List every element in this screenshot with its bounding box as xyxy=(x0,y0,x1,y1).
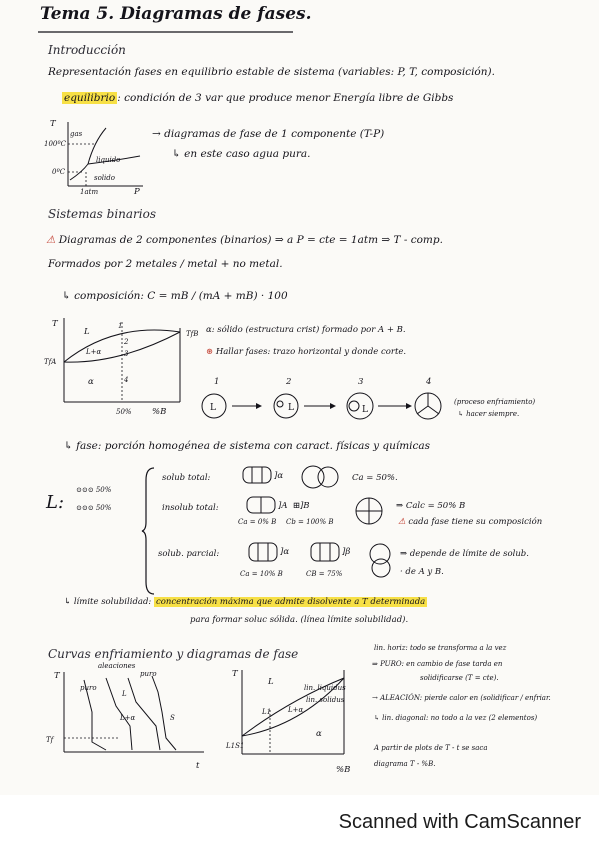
equilibrio-rest: : condición de 3 var que produce menor Energía libre de Gibbs xyxy=(117,92,454,104)
note-5: A partir de plots de T - t se saca xyxy=(374,744,488,752)
note-1-value: PURO: en cambio de fase tarda en xyxy=(380,660,503,668)
proceso-sub-value: hacer siempre. xyxy=(466,410,520,418)
insolub-total-grains-icon xyxy=(246,496,276,514)
note-4-value: lin. diagonal: no todo a la vez (2 elementos) xyxy=(382,714,538,722)
solub-parcial-alpha: ]α xyxy=(280,547,290,557)
insolub-total-brackets: ]A ⊞]B xyxy=(278,501,310,511)
ca-50: Ca = 50%. xyxy=(352,473,398,483)
binarios-heading: Sistemas binarios xyxy=(48,207,157,221)
fig2-TfB: TfB xyxy=(186,330,199,338)
ca10: Ca = 10% B xyxy=(240,570,283,578)
fig4-La: L+α xyxy=(288,706,304,714)
fig3-La: L+α xyxy=(120,714,136,722)
note-1: ⇒ PURO: en cambio de fase tarda en xyxy=(372,660,503,668)
note-3: → ALEACIÓN: pierde calor en (solidificar / enfriar. xyxy=(372,694,551,702)
fig1-t100: 100ºC xyxy=(44,140,67,148)
cada-fase-value: cada fase tiene su composición xyxy=(408,517,543,527)
title-underline xyxy=(38,30,298,34)
svg-text:L: L xyxy=(288,403,294,413)
cb75: CB = 75% xyxy=(306,570,343,578)
fig4-LS: L1S1 xyxy=(226,742,245,750)
warning-icon-2: ⚠ xyxy=(398,517,406,527)
alpha-definition: α: sólido (estructura crist) formado por A + B. xyxy=(206,325,406,335)
proceso-sub: ↳ hacer siempre. xyxy=(458,410,520,418)
fig3-puro1: puro xyxy=(80,684,97,692)
diagrama-text: → diagramas de fase de 1 componente (T-P) xyxy=(152,128,385,140)
depende: ⇒ depende de límite de solub. xyxy=(400,549,529,559)
fig2-p2: 2 xyxy=(124,338,129,346)
note-icon: ⊛ xyxy=(206,347,214,357)
fig4-L1: L1 xyxy=(262,708,272,716)
step-2-label: 2 xyxy=(286,377,292,387)
fig3-T: T xyxy=(54,671,60,681)
fig1-P: P xyxy=(134,187,140,197)
binarios-line1 xyxy=(46,234,443,247)
solub-total-grains-icon xyxy=(242,466,272,484)
fig1-T: T xyxy=(50,119,56,129)
limite-line: ↳ límite solubilidad: concentración máxima que admite disolvente a T determinada xyxy=(64,597,426,607)
fig3-puro2: puro xyxy=(140,670,157,678)
intro-heading: Introducción xyxy=(48,43,126,57)
fig1-gas: gas xyxy=(70,130,83,138)
scanner-watermark: Scanned with CamScanner xyxy=(338,811,581,833)
warning-icon: ⚠ xyxy=(46,234,56,246)
limite-definition: concentración máxima que admite disolvente a T determinada xyxy=(155,597,426,607)
fig2-alpha: α xyxy=(88,377,94,387)
ca0: Ca = 0% B xyxy=(238,518,277,526)
fig2-xb: %B xyxy=(152,407,167,417)
svg-text:L: L xyxy=(362,405,368,415)
fig1-liquido: liquido xyxy=(96,156,121,164)
fig2-p1: 1 xyxy=(118,322,123,330)
fig1-solido: solido xyxy=(94,174,115,182)
fig3-L: L xyxy=(122,690,127,698)
fig1-t0: 0ºC xyxy=(52,168,66,176)
fig2-p4: 4 xyxy=(124,376,129,384)
fig2-p3: 3 xyxy=(124,350,129,358)
intro-line: Representación fases en equilibrio estable de sistema (variables: P, T, composición). xyxy=(48,66,495,78)
fase-definition: ↳ fase: porción homogénea de sistema con caract. físicas y químicas xyxy=(64,440,431,452)
composicion-label: composición: xyxy=(74,290,144,302)
diagrama-sub: ↳ en este caso agua pura. xyxy=(172,148,311,160)
note-6: diagrama T - %B. xyxy=(374,760,436,768)
hallar-fases-value: Hallar fases: trazo horizontal y donde corte. xyxy=(215,347,407,357)
fig3-S: S xyxy=(170,714,175,722)
solub-parcial-grains-a-icon xyxy=(248,542,278,562)
solub-total-label: solub total: xyxy=(162,473,211,483)
composicion-line: ↳ composición: C = mB / (mA + mB) · 100 xyxy=(62,290,288,302)
diagrama-text-value: diagramas de fase de 1 componente (T-P) xyxy=(164,128,385,140)
solub-total-alpha: ]α xyxy=(274,471,284,481)
fig2-x: 50% xyxy=(116,408,132,416)
fig4-alpha: α xyxy=(316,729,322,739)
note-4: ↳ lin. diagonal: no todo a la vez (2 elementos) xyxy=(374,714,538,722)
proceso-label: (proceso enfriamiento) xyxy=(454,398,536,406)
curvas-heading: Curvas enfriamiento y diagramas de fase xyxy=(48,647,299,661)
diagrama-sub-value: en este caso agua pura. xyxy=(184,148,311,160)
fig4-T: T xyxy=(232,669,238,679)
L-mix-1-value: 50% xyxy=(95,486,112,494)
fig2-T: T xyxy=(52,319,58,329)
fig4-L: L xyxy=(268,677,274,687)
L-mix-2-value: 50% xyxy=(95,504,112,512)
hallar-fases xyxy=(206,346,406,359)
note-2: solidificarse (T = cte). xyxy=(420,674,499,682)
cada-fase xyxy=(398,516,542,529)
fig1-atm: 1atm xyxy=(80,188,99,196)
solub-total-circles-icon xyxy=(300,464,340,490)
L-label: L: xyxy=(46,492,65,513)
de-ab-value: de A y B. xyxy=(405,567,444,577)
solub-parcial-grains-b-icon xyxy=(310,542,340,562)
L-mix-2: ⊙⊙⊙ 50% xyxy=(76,504,112,512)
svg-text:L: L xyxy=(210,403,216,413)
limite-def2: para formar soluc sólida. (línea límite solubilidad). xyxy=(190,615,409,625)
de-ab: · de A y B. xyxy=(400,567,444,577)
binary-phase-diagram xyxy=(64,318,184,408)
insolub-circle-icon xyxy=(354,496,384,526)
step-4-label: 4 xyxy=(426,377,432,387)
calc: ⇒ Calc = 50% B xyxy=(396,501,466,511)
fig3-t: t xyxy=(196,761,200,771)
solub-parcial-circle-icon xyxy=(366,540,396,580)
cb100: Cb = 100% B xyxy=(286,518,334,526)
fig2-TfA: TfA xyxy=(44,358,57,366)
fig4-xb: %B xyxy=(336,765,351,775)
binarios-line1-value: Diagramas de 2 componentes (binarios) ⇒ a P = cte = 1atm ⇒ T - comp. xyxy=(58,234,443,246)
page-title: Tema 5. Diagramas de fases. xyxy=(40,4,312,24)
equilibrio-line xyxy=(62,92,453,105)
fig3-aleaciones: aleaciones xyxy=(98,662,136,670)
fase-definition-value: fase: porción homogénea de sistema con caract. físicas y químicas xyxy=(76,440,431,452)
fig4-lin-solidus: lin. solidus xyxy=(306,696,345,704)
composicion-formula: C = mB / (mA + mB) · 100 xyxy=(147,290,288,302)
binarios-line2: Formados por 2 metales / metal + no metal. xyxy=(48,258,283,270)
fig2-La: L+α xyxy=(86,348,102,356)
brace xyxy=(142,466,156,596)
equilibrio-label: equilibrio xyxy=(64,92,116,104)
note-3-value: ALEACIÓN: pierde calor en (solidificar / enfriar. xyxy=(380,694,551,702)
L-mix-1: ⊙⊙⊙ 50% xyxy=(76,486,112,494)
scanner-footer xyxy=(0,795,599,848)
fig4-lin-liquidus: lin. liquidus xyxy=(304,684,346,692)
depende-value: depende de límite de solub. xyxy=(409,549,529,559)
limite-label: límite solubilidad: xyxy=(73,597,152,607)
fig2-L: L xyxy=(84,327,90,337)
step-1-label: 1 xyxy=(214,377,220,387)
solub-parcial-beta: ]β xyxy=(342,547,351,557)
solub-parcial-label: solub. parcial: xyxy=(158,549,220,559)
cooling-process-circles xyxy=(200,392,450,422)
insolub-total-label: insolub total: xyxy=(162,503,219,513)
calc-value: Calc = 50% B xyxy=(405,501,466,511)
fig3-Tf: Tf xyxy=(46,736,54,744)
note-0: lin. horiz: todo se transforma a la vez xyxy=(374,644,507,652)
step-3-label: 3 xyxy=(358,377,364,387)
